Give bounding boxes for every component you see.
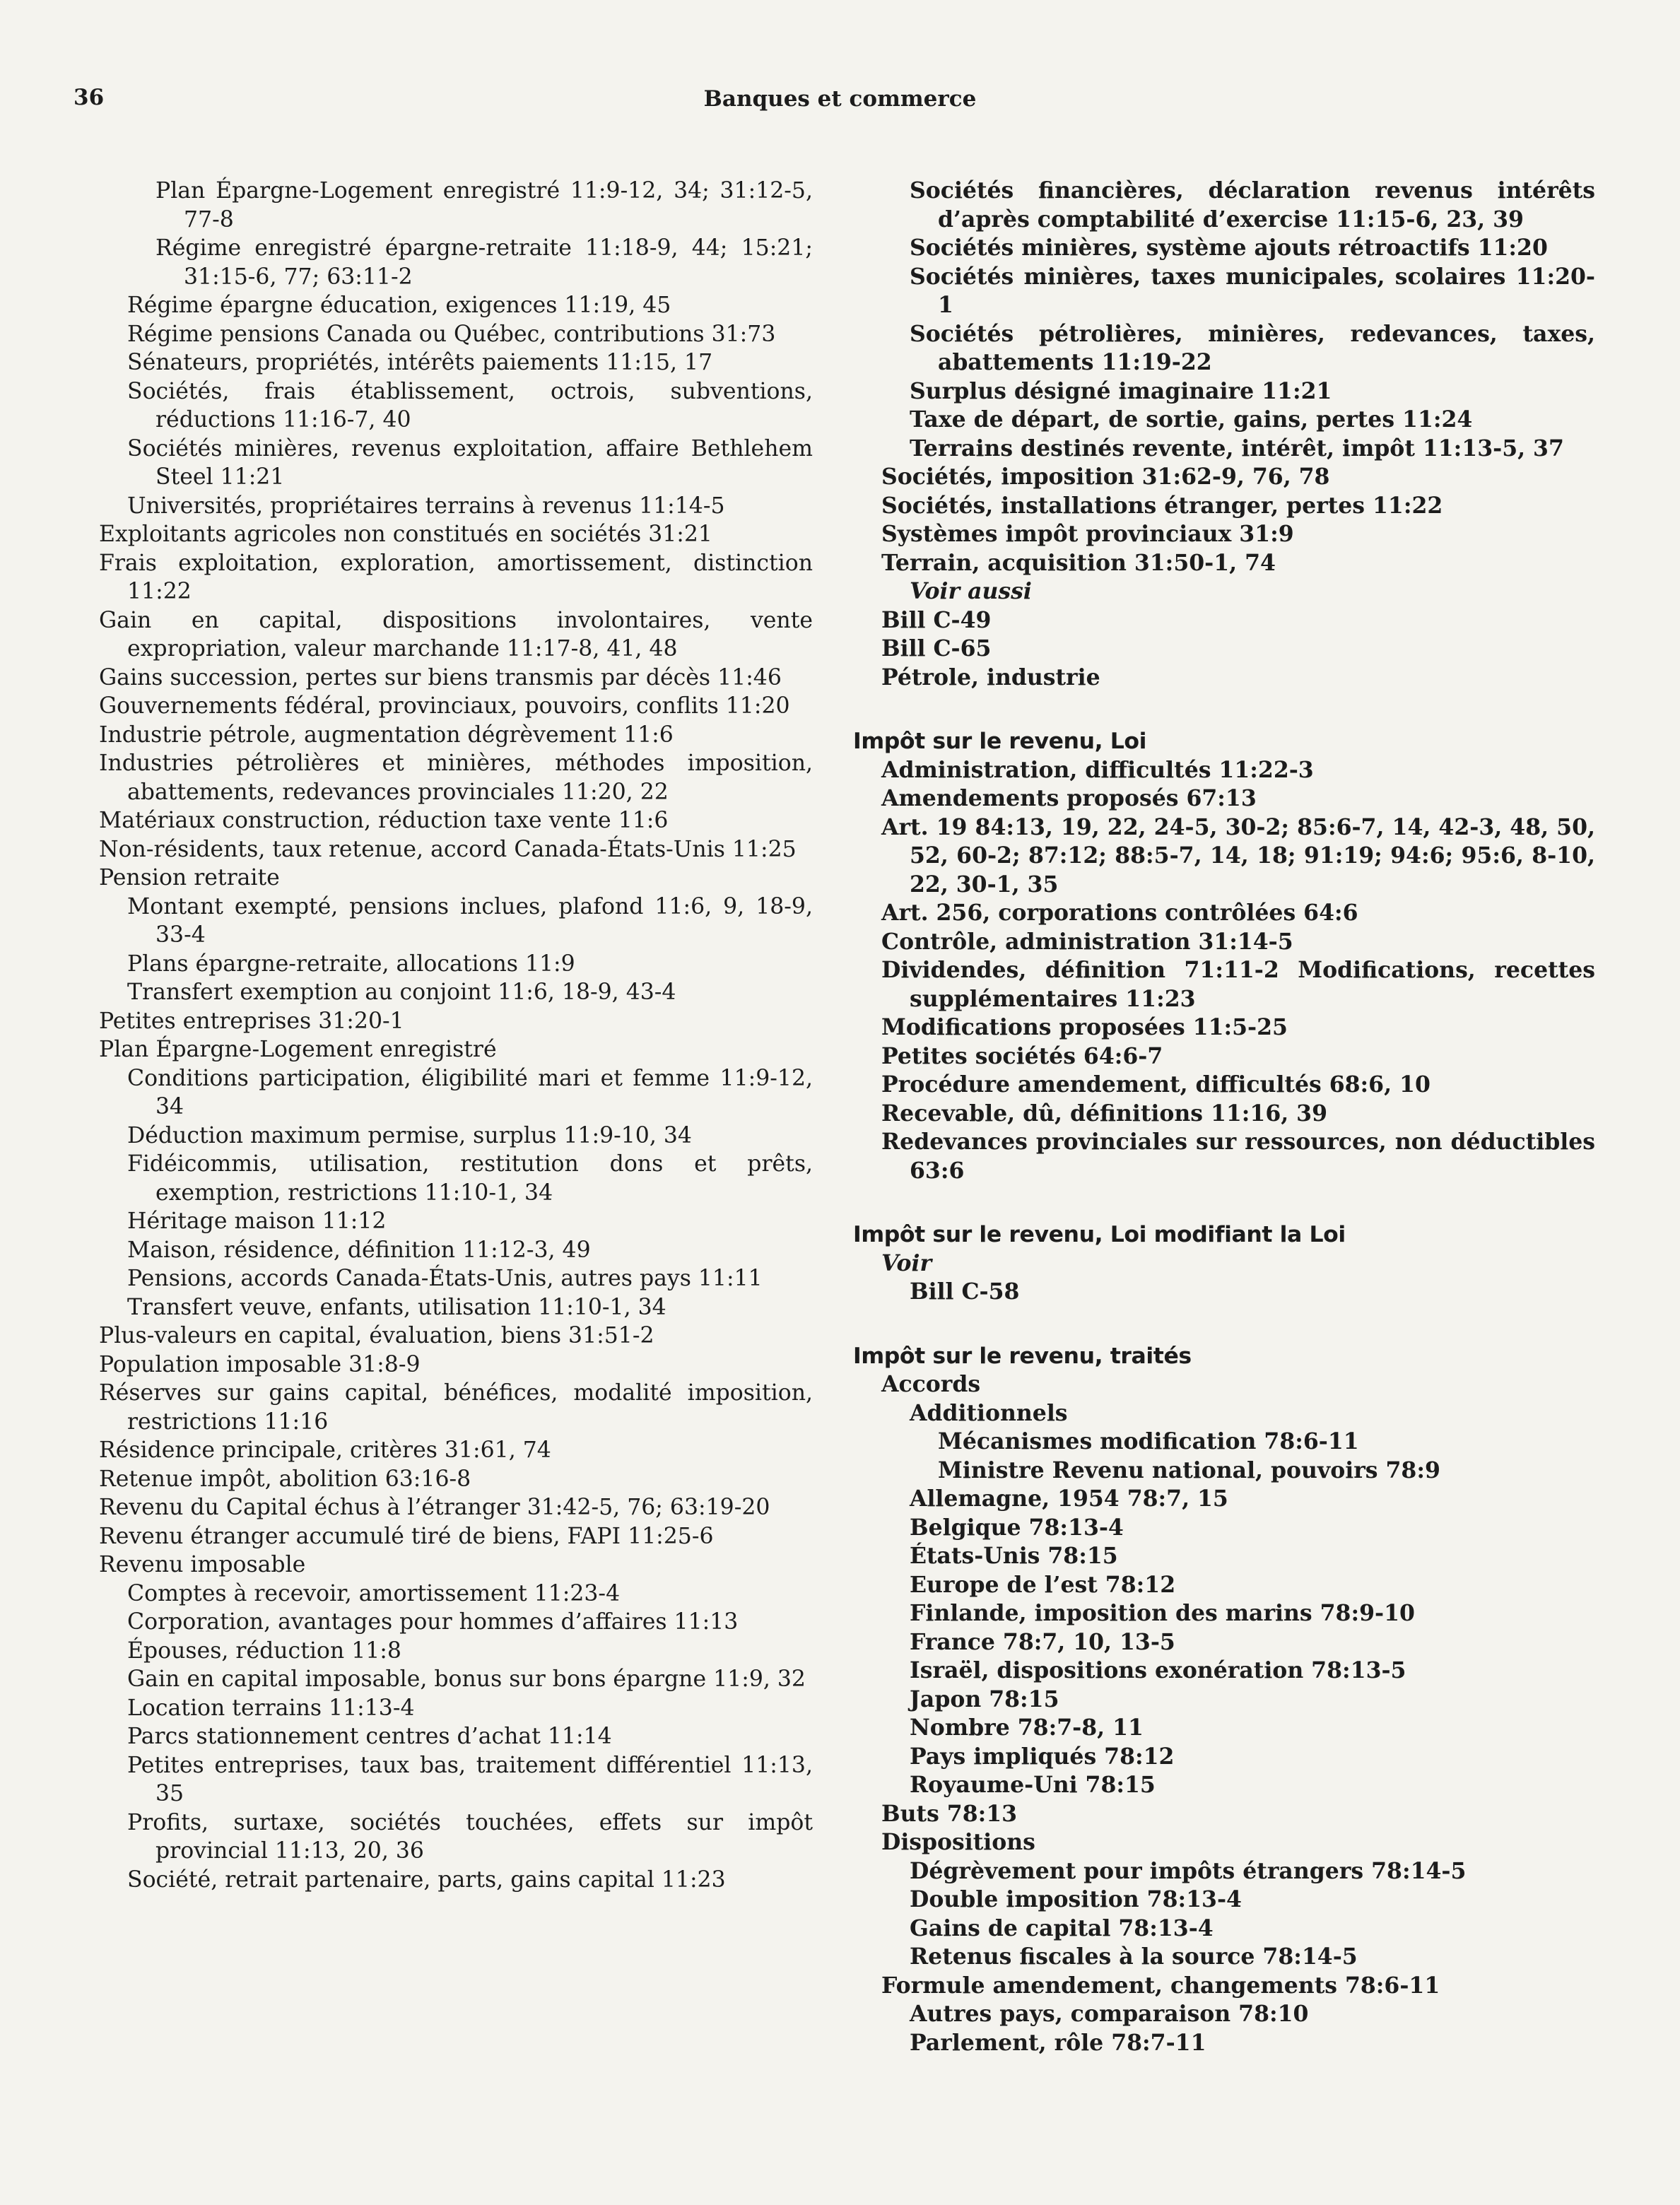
index-entry: Autres pays, comparaison 78:10 bbox=[910, 2001, 1309, 2027]
index-entry: Amendements proposés 67:13 bbox=[881, 785, 1257, 811]
index-entry: Résidence principale, critères 31:61, 74 bbox=[99, 1437, 551, 1463]
section-gap bbox=[853, 1307, 1595, 1342]
index-entry: Matériaux construction, réduction taxe vente 11:6 bbox=[99, 808, 669, 833]
index-entry: Sociétés pétrolières, minières, redevances, taxes, abattements 11:19-22 bbox=[910, 320, 1595, 375]
index-entry: États-Unis 78:15 bbox=[910, 1543, 1118, 1569]
index-entry: Plan Épargne-Logement enregistré bbox=[99, 1037, 497, 1062]
index-heading: Impôt sur le revenu, Loi modifiant la Loi bbox=[853, 1222, 1346, 1247]
index-entry: Ministre Revenu national, pouvoirs 78:9 bbox=[938, 1457, 1440, 1483]
index-entry: Corporation, avantages pour hommes d’affaires 11:13 bbox=[127, 1609, 739, 1635]
index-column-left bbox=[99, 177, 813, 1894]
running-head-title: Banques et commerce bbox=[703, 86, 977, 112]
index-entry: Gain en capital imposable, bonus sur bons épargne 11:9, 32 bbox=[127, 1666, 806, 1692]
index-entry: Sociétés minières, revenus exploitation, affaire Bethlehem Steel 11:21 bbox=[127, 435, 813, 490]
index-entry: Finlande, imposition des marins 78:9-10 bbox=[910, 1600, 1415, 1626]
cross-reference-label: Voir bbox=[881, 1250, 932, 1276]
index-entry: Montant exempté, pensions inclues, plafond 11:6, 9, 18-9, 33-4 bbox=[127, 893, 813, 948]
index-entry: Bill C-58 bbox=[910, 1278, 1020, 1305]
index-entry: Industrie pétrole, augmentation dégrèvement 11:6 bbox=[99, 722, 674, 748]
index-entry: Terrains destinés revente, intérêt, impôt 11:13-5, 37 bbox=[910, 435, 1564, 461]
index-entry: Exploitants agricoles non constitués en sociétés 31:21 bbox=[99, 522, 712, 547]
index-entry: Contrôle, administration 31:14-5 bbox=[881, 928, 1293, 955]
index-entry: Retenue impôt, abolition 63:16-8 bbox=[99, 1466, 471, 1492]
index-entry: Petites sociétés 64:6-7 bbox=[881, 1042, 1163, 1069]
index-entry: France 78:7, 10, 13-5 bbox=[910, 1628, 1175, 1655]
index-entry: Recevable, dû, définitions 11:16, 39 bbox=[881, 1100, 1328, 1127]
section-gap bbox=[853, 1185, 1595, 1221]
page-number: 36 bbox=[74, 85, 105, 110]
index-entry: Retenus fiscales à la source 78:14-5 bbox=[910, 1944, 1358, 1970]
index-entry: Double imposition 78:13-4 bbox=[910, 1886, 1242, 1912]
index-entry: Administration, difficultés 11:22-3 bbox=[881, 756, 1314, 783]
index-entry: Profits, surtaxe, sociétés touchées, effets sur impôt provincial 11:13, 20, 36 bbox=[127, 1809, 813, 1864]
section-gap bbox=[853, 692, 1595, 727]
index-entry: Procédure amendement, difficultés 68:6, 10 bbox=[881, 1071, 1431, 1098]
index-heading: Impôt sur le revenu, Loi bbox=[853, 729, 1147, 754]
index-entry: Gouvernements fédéral, provinciaux, pouvoirs, conflits 11:20 bbox=[99, 693, 790, 719]
index-entry: Modifications proposées 11:5-25 bbox=[881, 1014, 1288, 1040]
index-entry: Sociétés, installations étranger, pertes 11:22 bbox=[881, 492, 1443, 519]
index-entry: Revenu du Capital échus à l’étranger 31:42-5, 76; 63:19-20 bbox=[99, 1495, 770, 1520]
index-entry: Plus-valeurs en capital, évaluation, biens 31:51-2 bbox=[99, 1323, 654, 1348]
index-entry: Pays impliqués 78:12 bbox=[910, 1743, 1175, 1770]
index-entry: Universités, propriétaires terrains à revenus 11:14-5 bbox=[127, 493, 725, 519]
index-entry: Parcs stationnement centres d’achat 11:14 bbox=[127, 1724, 612, 1749]
index-entry: Location terrains 11:13-4 bbox=[127, 1695, 415, 1721]
index-entry: Sociétés financières, déclaration revenus intérêts d’après comptabilité d’exercise 11:15-6, 23, 39 bbox=[910, 177, 1595, 233]
cross-reference-label: Voir aussi bbox=[910, 578, 1032, 604]
index-entry: Taxe de départ, de sortie, gains, pertes 11:24 bbox=[910, 406, 1473, 433]
index-entry: Israël, dispositions exonération 78:13-5 bbox=[910, 1657, 1406, 1683]
index-entry: Formule amendement, changements 78:6-11 bbox=[881, 1972, 1440, 1999]
index-entry: Régime épargne éducation, exigences 11:19, 45 bbox=[127, 293, 671, 318]
index-entry: Gains de capital 78:13-4 bbox=[910, 1915, 1214, 1941]
index-entry: Dividendes, définition 71:11-2 Modifications, recettes supplémentaires 11:23 bbox=[881, 957, 1595, 1012]
index-entry: Fidéicommis, utilisation, restitution dons et prêts, exemption, restrictions 11:10-1, 34 bbox=[127, 1151, 813, 1206]
index-entry: Épouses, réduction 11:8 bbox=[127, 1637, 401, 1664]
index-entry: Transfert exemption au conjoint 11:6, 18-9, 43-4 bbox=[127, 980, 676, 1005]
index-entry: Bill C-65 bbox=[881, 635, 992, 662]
index-entry: Accords bbox=[881, 1371, 981, 1397]
index-entry: Surplus désigné imaginaire 11:21 bbox=[910, 377, 1332, 404]
index-entry: Mécanismes modification 78:6-11 bbox=[938, 1428, 1359, 1454]
index-heading: Impôt sur le revenu, traités bbox=[853, 1343, 1192, 1369]
index-entry: Art. 19 84:13, 19, 22, 24-5, 30-2; 85:6-7, 14, 42-3, 48, 50, 52, 60-2; 87:12; 88:5-7, 14, 18; 91:19; 94:6; 95:6, 8-10, 22, 30-1, 35 bbox=[881, 813, 1595, 898]
index-entry: Plan Épargne-Logement enregistré 11:9-12, 34; 31:12-5, 77-8 bbox=[155, 178, 813, 233]
index-entry: Sociétés minières, système ajouts rétroactifs 11:20 bbox=[910, 235, 1548, 261]
index-entry: Dispositions bbox=[881, 1829, 1035, 1855]
index-entry: Sociétés minières, taxes municipales, scolaires 11:20-1 bbox=[910, 263, 1595, 318]
index-entry: Déduction maximum permise, surplus 11:9-10, 34 bbox=[127, 1122, 692, 1148]
index-entry: Sociétés, frais établissement, octrois, subventions, réductions 11:16-7, 40 bbox=[127, 378, 813, 433]
index-entry: Sénateurs, propriétés, intérêts paiements 11:15, 17 bbox=[127, 350, 713, 375]
index-entry: Dégrèvement pour impôts étrangers 78:14-5 bbox=[910, 1857, 1467, 1884]
index-entry: Frais exploitation, exploration, amortissement, distinction 11:22 bbox=[99, 550, 813, 604]
index-entry: Non-résidents, taux retenue, accord Canada-États-Unis 11:25 bbox=[99, 836, 797, 862]
index-entry: Petites entreprises 31:20-1 bbox=[99, 1008, 404, 1034]
index-column-right bbox=[853, 177, 1595, 2057]
index-entry: Systèmes impôt provinciaux 31:9 bbox=[881, 521, 1294, 547]
index-entry: Régime enregistré épargne-retraite 11:18-9, 44; 15:21; 31:15-6, 77; 63:11-2 bbox=[155, 235, 813, 290]
index-entry: Plans épargne-retraite, allocations 11:9 bbox=[127, 951, 575, 977]
index-entry: Belgique 78:13-4 bbox=[910, 1514, 1124, 1541]
index-entry: Régime pensions Canada ou Québec, contributions 31:73 bbox=[127, 321, 776, 347]
index-entry: Terrain, acquisition 31:50-1, 74 bbox=[881, 549, 1276, 576]
index-entry: Additionnels bbox=[910, 1399, 1068, 1426]
index-entry: Société, retrait partenaire, parts, gains capital 11:23 bbox=[127, 1866, 726, 1893]
index-entry: Maison, résidence, définition 11:12-3, 49 bbox=[127, 1237, 591, 1263]
index-entry: Japon 78:15 bbox=[910, 1686, 1059, 1712]
index-entry: Revenu imposable bbox=[99, 1552, 306, 1577]
index-entry: Redevances provinciales sur ressources, non déductibles 63:6 bbox=[881, 1129, 1595, 1184]
index-entry: Allemagne, 1954 78:7, 15 bbox=[910, 1486, 1228, 1512]
index-entry: Population imposable 31:8-9 bbox=[99, 1351, 421, 1377]
index-entry: Comptes à recevoir, amortissement 11:23-4 bbox=[127, 1580, 621, 1606]
index-entry: Industries pétrolières et minières, méthodes imposition, abattements, redevances provinciales 11:20, 22 bbox=[99, 751, 813, 805]
index-entry: Nombre 78:7-8, 11 bbox=[910, 1715, 1144, 1741]
index-entry: Bill C-49 bbox=[881, 606, 992, 633]
index-entry: Buts 78:13 bbox=[881, 1800, 1018, 1827]
index-entry: Pétrole, industrie bbox=[881, 664, 1100, 690]
index-entry: Europe de l’est 78:12 bbox=[910, 1571, 1176, 1598]
index-entry: Parlement, rôle 78:7-11 bbox=[910, 2029, 1206, 2056]
index-entry: Royaume-Uni 78:15 bbox=[910, 1772, 1156, 1798]
index-entry: Art. 256, corporations contrôlées 64:6 bbox=[881, 900, 1358, 926]
index-entry: Gain en capital, dispositions involontaires, vente expropriation, valeur marchande 11:17-8, 41, 48 bbox=[99, 607, 813, 662]
index-entry: Héritage maison 11:12 bbox=[127, 1209, 387, 1234]
index-entry: Pension retraite bbox=[99, 865, 280, 890]
index-entry: Transfert veuve, enfants, utilisation 11:10-1, 34 bbox=[127, 1294, 666, 1320]
index-entry: Pensions, accords Canada-États-Unis, autres pays 11:11 bbox=[127, 1266, 763, 1291]
index-entry: Sociétés, imposition 31:62-9, 76, 78 bbox=[881, 464, 1330, 490]
index-entry: Réserves sur gains capital, bénéfices, modalité imposition, restrictions 11:16 bbox=[99, 1380, 813, 1435]
index-entry: Gains succession, pertes sur biens transmis par décès 11:46 bbox=[99, 664, 782, 690]
index-entry: Conditions participation, éligibilité mari et femme 11:9-12, 34 bbox=[127, 1065, 813, 1119]
index-entry: Petites entreprises, taux bas, traitement différentiel 11:13, 35 bbox=[127, 1752, 813, 1806]
index-entry: Revenu étranger accumulé tiré de biens, FAPI 11:25-6 bbox=[99, 1523, 714, 1549]
